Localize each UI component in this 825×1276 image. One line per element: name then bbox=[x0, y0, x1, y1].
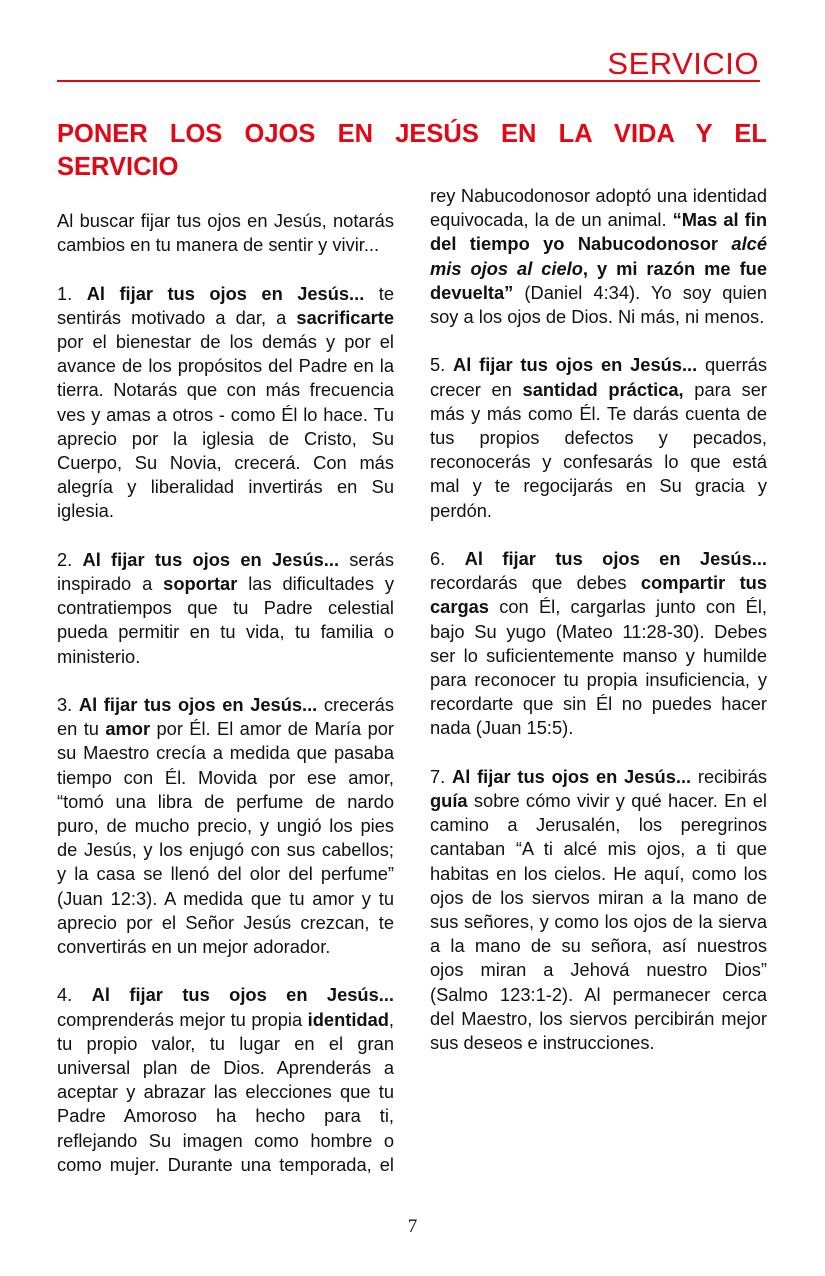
keyword: guía bbox=[430, 790, 468, 812]
point-1-paragraph bbox=[57, 282, 394, 524]
point-number: 5. bbox=[430, 354, 454, 376]
point-lead: Al fijar tus ojos en Jesús... bbox=[86, 282, 365, 304]
page-number: 7 bbox=[407, 1216, 418, 1237]
paragraph-text: por Él. El amor de María por su Maestro crecía a medida que pasaba tiempo con Él. Movida por ese amor, “tomó una libra de perfume de nardo puro, de mucho precio, y ungió los pies de Jesús, y los enjugó con sus cabellos; y la casa se llenó del olor del perfume” (Juan 12:3). A medida que tu amor y tu aprecio por el Señor Jesús crezcan, te convertirás en un mejor adorador. bbox=[57, 718, 394, 958]
point-2-paragraph bbox=[57, 548, 394, 669]
section-label: SERVICIO bbox=[607, 46, 759, 81]
point-lead: Al fijar tus ojos en Jesús... bbox=[91, 984, 394, 1006]
point-lead: Al fijar tus ojos en Jesús... bbox=[452, 765, 692, 787]
point-lead: Al fijar tus ojos en Jesús... bbox=[82, 548, 340, 570]
point-number: 7. bbox=[430, 765, 453, 787]
keyword: sacrificarte bbox=[296, 306, 394, 328]
point-lead: Al fijar tus ojos en Jesús... bbox=[464, 548, 767, 570]
point-number: 1. bbox=[57, 282, 87, 304]
paragraph-text: , tu propio valor, tu lugar en el gran universal plan de Dios. Aprenderás a aceptar y abrazar las elecciones que tu Padre Amoroso ha hecho para ti, reflejando Su imagen como hombre o como mujer. Durante una temporada, el bbox=[57, 1008, 394, 1175]
right-column bbox=[430, 184, 767, 1055]
keyword: santidad práctica, bbox=[522, 378, 684, 400]
paragraph-text: comprenderás mejor tu propia bbox=[57, 1008, 308, 1030]
paragraph-text: (Daniel 4:34). Yo soy quien soy a los ojos de Dios. Ni más, ni menos. bbox=[430, 281, 767, 328]
point-5-paragraph bbox=[430, 353, 767, 522]
article-title: PONER LOS OJOS EN JESÚS EN LA VIDA Y EL SERVICIO bbox=[57, 120, 767, 181]
paragraph-text: por el bienestar de los demás y por el avance de los propósitos del Padre en la tierra. Notarás que con más frecuencia ves y amas a otros - como Él lo hace. Tu aprecio por la iglesia de Cristo, Su Cuerpo, Su Novia, crecerá. Con más alegría y liberalidad invertirás en Su iglesia. bbox=[57, 331, 394, 522]
keyword: soportar bbox=[163, 573, 238, 595]
keyword: compartir tus cargas bbox=[430, 572, 767, 618]
paragraph-text: querrás crecer en bbox=[430, 354, 767, 400]
paragraph-text: con Él, cargarlas junto con Él, bajo Su yugo (Mateo 11:28-30). Debes ser lo suficientemente manso y humilde para reconocer tu propia insuficiencia, y recordarte que sin Él no puedes hacer nada (Juan 15:5). bbox=[430, 596, 767, 739]
paragraph-text: recibirás bbox=[691, 765, 767, 787]
section-rule bbox=[57, 80, 760, 82]
point-number: 6. bbox=[430, 548, 465, 570]
point-number: 2. bbox=[57, 548, 83, 570]
scripture-quote: “Mas al fin del tiempo yo Nabucodonosor bbox=[430, 209, 767, 255]
paragraph-text: rey Nabucodonosor adoptó una identidad equivocada, la de un animal. bbox=[430, 185, 767, 231]
point-lead: Al fijar tus ojos en Jesús... bbox=[453, 354, 698, 376]
paragraph-text: recordarás que debes bbox=[430, 572, 641, 594]
point-number: 3. bbox=[57, 694, 79, 716]
keyword: amor bbox=[105, 718, 151, 740]
paragraph-text: crecerás en tu bbox=[57, 694, 394, 740]
paragraph-text: para ser más y más como Él. Te darás cuenta de tus propios defectos y pecados, reconocerás y confesarás lo que está mal y te regocijarás en Su gracia y perdón. bbox=[430, 378, 767, 521]
point-3-paragraph bbox=[57, 693, 394, 959]
paragraph-text: te sentirás motivado a dar, a bbox=[57, 282, 394, 328]
point-4-paragraph bbox=[57, 983, 394, 1177]
point-number: 4. bbox=[57, 984, 92, 1006]
scripture-quote: , y mi razón me fue devuelta” bbox=[430, 257, 767, 303]
point-4-continuation bbox=[430, 184, 767, 329]
left-column bbox=[57, 209, 394, 1177]
paragraph-text: las dificultades y contratiempos que tu Padre celestial pueda permitir en tu vida, tu familia o ministerio. bbox=[57, 573, 395, 667]
point-7-paragraph bbox=[430, 765, 767, 1055]
paragraph-text: sobre cómo vivir y qué hacer. En el camino a Jerusalén, los peregrinos cantaban “A ti alcé mis ojos, a ti que habitas en los cielos. He aquí, como los ojos de los siervos miran a la mano de sus señores, y como los ojos de la sierva a la mano de su señora, así nuestros ojos miran a Jehová nuestro Dios” (Salmo 123:1-2). Al permanecer cerca del Maestro, los siervos percibirán mejor sus deseos e instrucciones. bbox=[430, 790, 767, 1054]
point-lead: Al fijar tus ojos en Jesús... bbox=[78, 694, 318, 716]
scripture-quote-emphasis: alcé mis ojos al cielo bbox=[430, 233, 767, 279]
keyword: identidad bbox=[307, 1008, 389, 1030]
intro-paragraph: Al buscar fijar tus ojos en Jesús, notarás cambios en tu manera de sentir y vivir... bbox=[57, 210, 394, 256]
point-6-paragraph bbox=[430, 547, 767, 741]
paragraph-text: serás inspirado a bbox=[57, 548, 394, 595]
